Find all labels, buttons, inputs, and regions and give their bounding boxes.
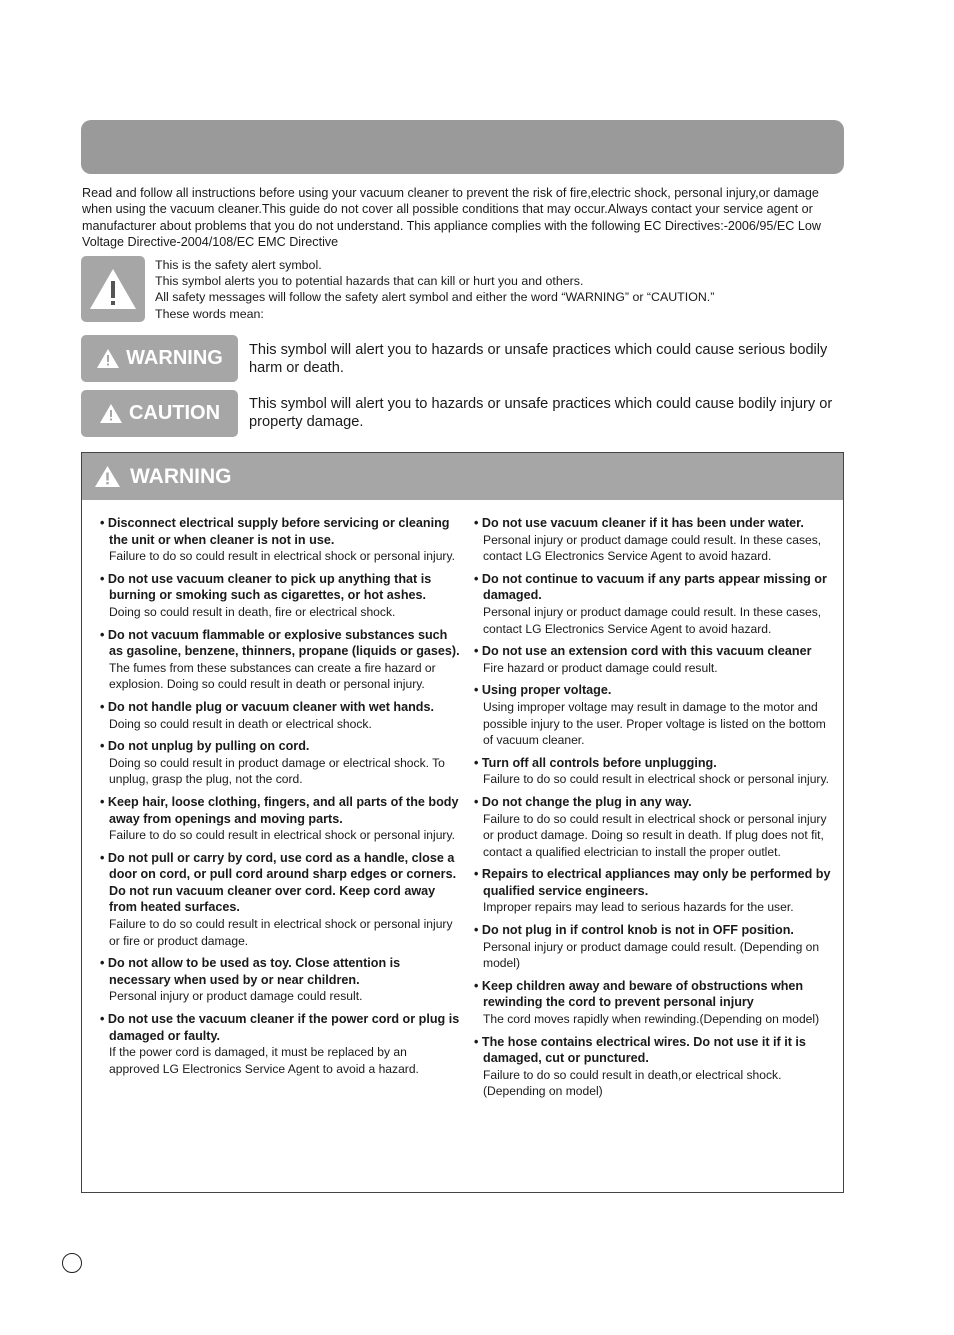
list-item: • Do not continue to vacuum if any parts appear missing or damaged. Personal injury or product damage could result. In these cases, contact LG Electronics Service Agent to avoid hazard. [474,571,838,637]
list-item: • Keep children away and beware of obstructions when rewinding the cord to prevent personal injury The cord moves rapidly when rewinding.(Depending on model) [474,978,838,1028]
list-item: • Keep hair, loose clothing, fingers, and all parts of the body away from openings and moving parts. Failure to do so could result in electrical shock or personal injury. [100,794,459,843]
item-title: Do not change the plug in any way. [481,794,692,809]
intro-paragraph: Read and follow all instructions before using your vacuum cleaner to prevent the risk of fire,electric shock, personal injury,or damage when using the vacuum cleaner.This guide do not cover all possible conditions that may occur.Always contact your service agent or manufacturer about problems that you do not understand. This appliance complies with the following EC Directives:-2006/95/EC Low Voltage Directive-2004/108/EC EMC Directive [82,186,822,250]
warning-triangle-icon [88,266,138,312]
list-item: • Do not handle plug or vacuum cleaner with wet hands. Doing so could result in death or electrical shock. [100,699,460,732]
list-item: • Do not unplug by pulling on cord. Doing so could result in product damage or electrical shock. To unplug, grasp the plug, not the cord. [100,738,460,788]
caution-label-box [81,390,238,437]
list-item: • Turn off all controls before unplugging. Failure to do so could result in electrical shock or personal injury. [474,755,838,788]
item-description: The fumes from these substances can create a fire hazard or explosion. Doing so could result in death or personal injury. [109,660,436,692]
list-item: • Do not change the plug in any way. Failure to do so could result in electrical shock or personal injury or product damage. Doing so result in death. If plug does not fit, contact a qualified electrician to install the proper outlet. [474,794,838,860]
safety-alert-line: All safety messages will follow the safety alert symbol and either the word “WARNING” or “CAUTION.” [155,290,715,305]
item-description: Personal injury or product damage could result. In these cases, contact LG Electronics Service Agent to avoid hazard. [483,604,822,636]
list-item: • Do not plug in if control knob is not in OFF position. Personal injury or product damage could result. (Depending on model) [474,922,838,972]
warning-panel-header [82,453,843,500]
item-description: Personal injury or product damage could result. In these cases, contact LG Electronics Service Agent to avoid hazard. [483,532,822,564]
list-item: • Disconnect electrical supply before servicing or cleaning the unit or when cleaner is not in use. Failure to do so could result in electrical shock or personal injury. [100,515,460,565]
warning-triangle-icon [94,465,121,488]
item-description: Failure to do so could result in electrical shock or personal injury. [109,549,455,564]
item-title: Do not vacuum flammable or explosive substances such as gasoline, benzene, thinners, propane (liquids or gases). [107,627,460,659]
safety-alert-line: This symbol alerts you to potential hazards that can kill or hurt you and others. [155,274,584,289]
item-description: Failure to do so could result in electrical shock or personal injury or product damage. Doing so result in death. If plug does not fit, contact a qualified electrician to install the proper outlet. [483,811,827,859]
list-item: • Do not use an extension cord with this vacuum cleaner Fire hazard or product damage could result. [474,643,838,676]
item-title: Repairs to electrical appliances may only be performed by qualified service engineers. [481,867,831,898]
warning-label-box [81,335,238,382]
page-number-circle [62,1253,82,1273]
safety-alert-symbol-box [81,256,145,322]
item-description: Doing so could result in death, fire or electrical shock. [109,604,396,619]
item-title: The hose contains electrical wires. Do not use it if it is damaged, cut or punctured. [481,1034,806,1066]
item-description: The cord moves rapidly when rewinding.(Depending on model) [483,1012,820,1027]
item-description: Improper repairs may lead to serious hazards for the user. [483,900,794,915]
section-header-bar [81,120,844,174]
caution-description: This symbol will alert you to hazards or unsafe practices which could cause bodily injury or property damage. [249,396,833,431]
safety-alert-line: This is the safety alert symbol. [155,258,322,272]
item-description: Failure to do so could result in electrical shock or personal injury. [109,828,455,843]
list-item: • Repairs to electrical appliances may only be performed by qualified service engineers. Improper repairs may lead to serious hazards for the user. [474,866,838,916]
item-description: Using improper voltage may result in damage to the motor and possible injury to the user. Proper voltage is listed on the bottom of vacuum cleaner. [483,699,826,748]
warning-list-right [474,515,838,1106]
item-description: Failure to do so could result in death,or electrical shock. (Depending on model) [483,1067,782,1099]
item-title: Turn off all controls before unplugging. [481,755,717,770]
caution-label: CAUTION [128,402,221,424]
item-description: If the power cord is damaged, it must be replaced by an approved LG Electronics Service Agent to avoid a hazard. [109,1045,419,1076]
warning-description: This symbol will alert you to hazards or unsafe practices which could cause serious bodily harm or death. [249,342,828,377]
list-item: • Do not pull or carry by cord, use cord as a handle, close a door on cord, or pull cord around sharp edges or corners. Do not run vacuum cleaner over cord. Keep cord away from heated surfaces. Failure to do so could result in electrical shock or personal injury or fire or product damage. [100,850,460,950]
list-item: • Do not use the vacuum cleaner if the power cord or plug is damaged or faulty. If the power cord is damaged, it must be replaced by an approved LG Electronics Service Agent to avoid a hazard. [100,1012,460,1076]
warning-label: WARNING [126,347,223,369]
item-description: Failure to do so could result in electrical shock or personal injury or fire or product damage. [109,917,453,948]
item-description: Personal injury or product damage could result. (Depending on model) [483,939,820,971]
item-title: Keep children away and beware of obstructions when rewinding the cord to prevent personal injury [481,978,804,1010]
item-description: Failure to do so could result in electrical shock or personal injury. [483,772,829,787]
item-title: Using proper voltage. [481,683,612,698]
list-item: • Do not vacuum flammable or explosive substances such as gasoline, benzene, thinners, propane (liquids or gases). The fumes from these substances can create a fire hazard or explosion. Doing so could result in death or personal injury. [100,627,460,692]
safety-alert-line: These words mean: [155,306,264,321]
list-item: • Using proper voltage. Using improper voltage may result in damage to the motor and possible injury to the user. Proper voltage is listed on the bottom of vacuum cleaner. [474,682,838,748]
safety-alert-explanation [155,257,845,322]
item-title: Do not use an extension cord with this vacuum cleaner [481,644,812,659]
warning-triangle-icon [99,403,123,424]
item-title: Do not use vacuum cleaner if it has been under water. [481,516,804,530]
item-title: Do not use the vacuum cleaner if the power cord or plug is damaged or faulty. [107,1012,460,1043]
item-title: Do not pull or carry by cord, use cord as a handle, close a door on cord, or pull cord around sharp edges or corners. Do not run vacuum cleaner over cord. Keep cord away from heated surfaces. [107,850,457,915]
warning-panel-title: WARNING [130,464,232,488]
item-description: Doing so could result in death or electrical shock. [109,716,372,731]
item-description: Doing so could result in product damage or electrical shock. To unplug, grasp the plug, not the cord. [109,755,445,787]
item-title: Do not allow to be used as toy. Close attention is necessary when used by or near children. [107,956,401,987]
item-description: Personal injury or product damage could result. [109,989,363,1004]
item-description: Fire hazard or product damage could result. [483,660,718,675]
item-title: Do not use vacuum cleaner to pick up anything that is burning or smoking such as cigarettes, or hot ashes. [107,571,432,603]
item-title: Do not continue to vacuum if any parts appear missing or damaged. [481,571,827,603]
warning-panel [81,452,844,1193]
item-title: Disconnect electrical supply before servicing or cleaning the unit or when cleaner is not in use. [107,516,450,547]
warning-list-left [100,515,460,1083]
list-item: • Do not use vacuum cleaner if it has been under water. Personal injury or product damage could result. In these cases, contact LG Electronics Service Agent to avoid hazard. [474,515,838,565]
item-title: Keep hair, loose clothing, fingers, and all parts of the body away from openings and moving parts. [107,794,459,826]
item-title: Do not unplug by pulling on cord. [107,739,310,754]
list-item: • The hose contains electrical wires. Do not use it if it is damaged, cut or punctured. Failure to do so could result in death,or electrical shock. (Depending on model) [474,1034,838,1100]
list-item: • Do not allow to be used as toy. Close attention is necessary when used by or near children. Personal injury or product damage could result. [100,955,460,1005]
item-title: Do not handle plug or vacuum cleaner with wet hands. [107,699,435,714]
item-title: Do not plug in if control knob is not in OFF position. [481,923,794,938]
warning-triangle-icon [96,348,120,369]
list-item: • Do not use vacuum cleaner to pick up anything that is burning or smoking such as cigarettes, or hot ashes. Doing so could result in death, fire or electrical shock. [100,571,460,621]
